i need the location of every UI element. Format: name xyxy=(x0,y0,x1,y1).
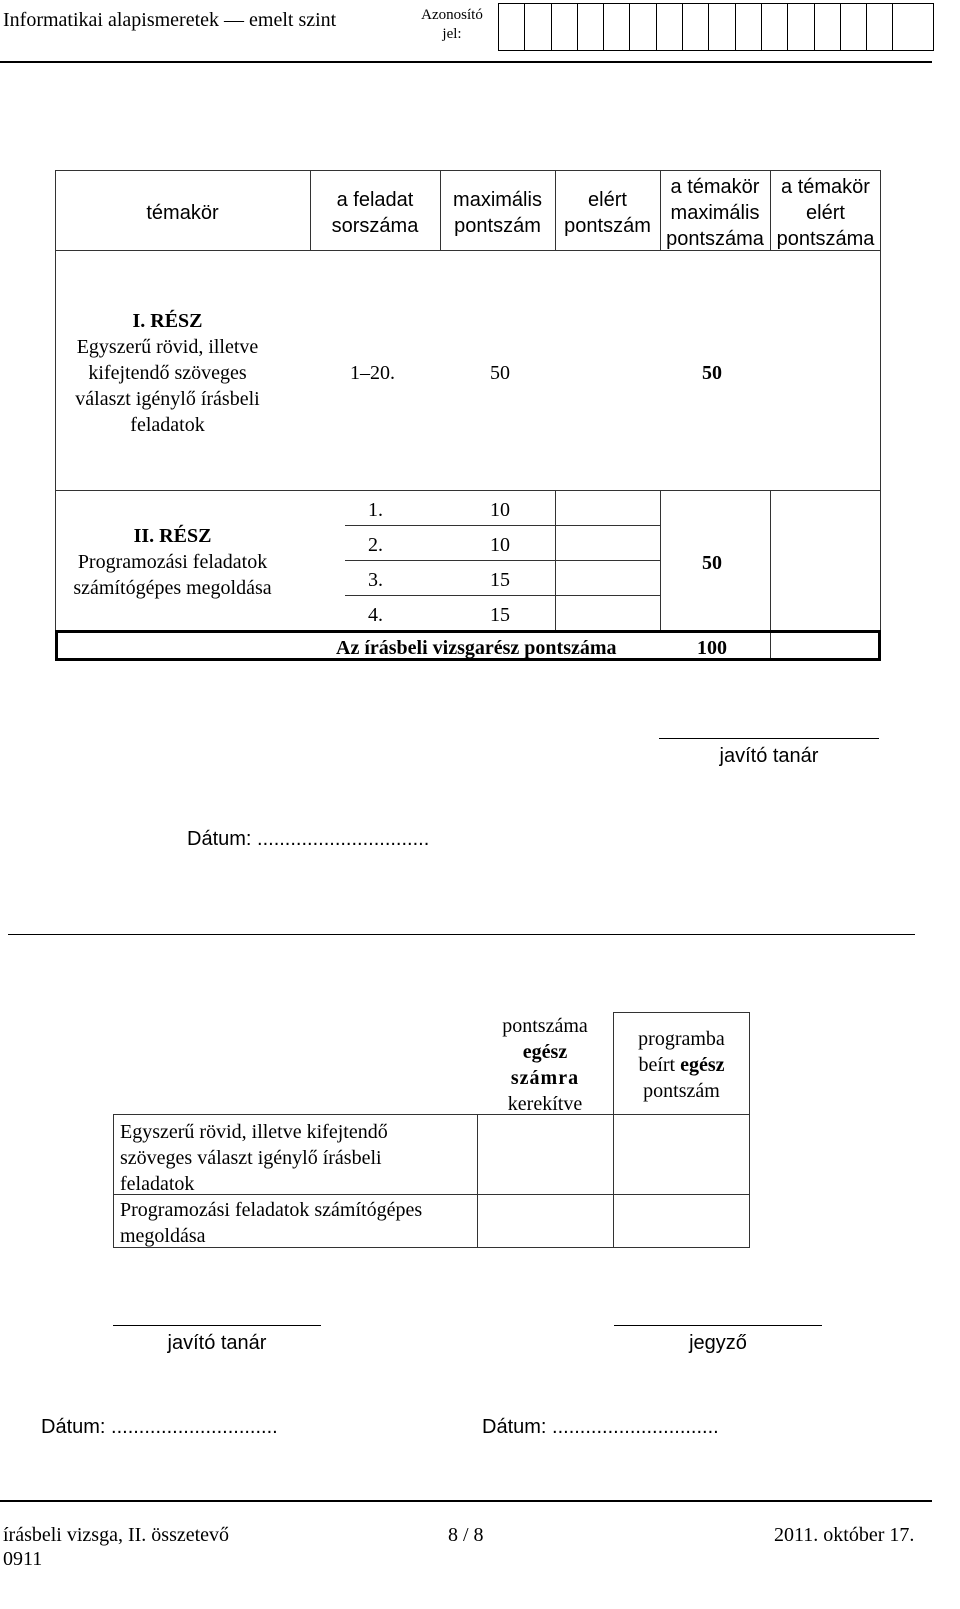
id-boxes[interactable] xyxy=(498,3,934,51)
part1-program-score-cell[interactable] xyxy=(614,1115,749,1194)
footer-date: 2011. október 17. xyxy=(774,1524,915,1546)
col-max-score: maximális pontszám xyxy=(453,189,542,237)
footer-exam: írásbeli vizsga, II. összetevő xyxy=(3,1524,230,1546)
part2-program-score-cell[interactable] xyxy=(614,1195,749,1247)
signature-label: javító tanár xyxy=(719,745,819,767)
task-2-max: 10 xyxy=(490,534,510,556)
part2-rounded-score-cell[interactable] xyxy=(478,1195,613,1247)
total-value: 100 xyxy=(697,637,727,659)
date-field[interactable]: Dátum: ............................... xyxy=(187,828,430,850)
recorder-label: jegyző xyxy=(689,1332,747,1354)
signature-line xyxy=(659,738,879,739)
part1-range: 1–20. xyxy=(350,362,395,384)
task-3-max: 15 xyxy=(490,569,510,591)
corrector-signature-line xyxy=(113,1325,321,1326)
col-topic-achieved: a témakör elért pontszáma xyxy=(776,176,875,250)
col-achieved-score: elért pontszám xyxy=(564,189,651,237)
section-divider xyxy=(8,934,915,935)
page-number: 8 / 8 xyxy=(448,1524,484,1546)
row-part2: Programozási feladatok számítógépes megoldása xyxy=(120,1199,423,1247)
task-3-number: 3. xyxy=(368,569,383,591)
part2-label: II. RÉSZ Programozási feladatok számítógépes megoldása xyxy=(73,525,272,599)
row-part1: Egyszerű rövid, illetve kifejtendő szöveges választ igénylő írásbeli feladatok xyxy=(120,1121,388,1195)
task-2-number: 2. xyxy=(368,534,383,556)
task-1-max: 10 xyxy=(490,499,510,521)
recorder-signature-line xyxy=(614,1325,822,1326)
corrector-date-field[interactable]: Dátum: .............................. xyxy=(41,1416,278,1438)
col-topic-max: a témakör maximális pontszáma xyxy=(666,176,764,250)
header-rule xyxy=(0,61,932,63)
col-task-number: a feladat sorszáma xyxy=(331,189,419,237)
part1-topic-max: 50 xyxy=(702,362,722,384)
task-1-number: 1. xyxy=(368,499,383,521)
footer-rule xyxy=(0,1500,932,1502)
part1-label: I. RÉSZ Egyszerű rövid, illetve kifejtendő szöveges választ igénylő írásbeli feladatok xyxy=(75,310,260,436)
corrector-label: javító tanár xyxy=(167,1332,267,1354)
footer-code: 0911 xyxy=(3,1548,43,1570)
part2-topic-max: 50 xyxy=(702,552,722,574)
total-label: Az írásbeli vizsgarész pontszáma xyxy=(336,637,617,659)
task-4-number: 4. xyxy=(368,604,383,626)
recorder-date-field[interactable]: Dátum: .............................. xyxy=(482,1416,719,1438)
id-label: Azonosító jel: xyxy=(421,7,483,42)
col-topic: témakör xyxy=(146,202,219,224)
part1-rounded-score-cell[interactable] xyxy=(478,1115,613,1194)
col-rounded: pontszáma egész számra kerekítve xyxy=(502,1015,588,1115)
col-program-score: programba beírt egész pontszám xyxy=(638,1028,725,1102)
part1-max: 50 xyxy=(490,362,510,384)
header-title: Informatikai alapismeretek — emelt szint xyxy=(3,9,337,31)
task-4-max: 15 xyxy=(490,604,510,626)
